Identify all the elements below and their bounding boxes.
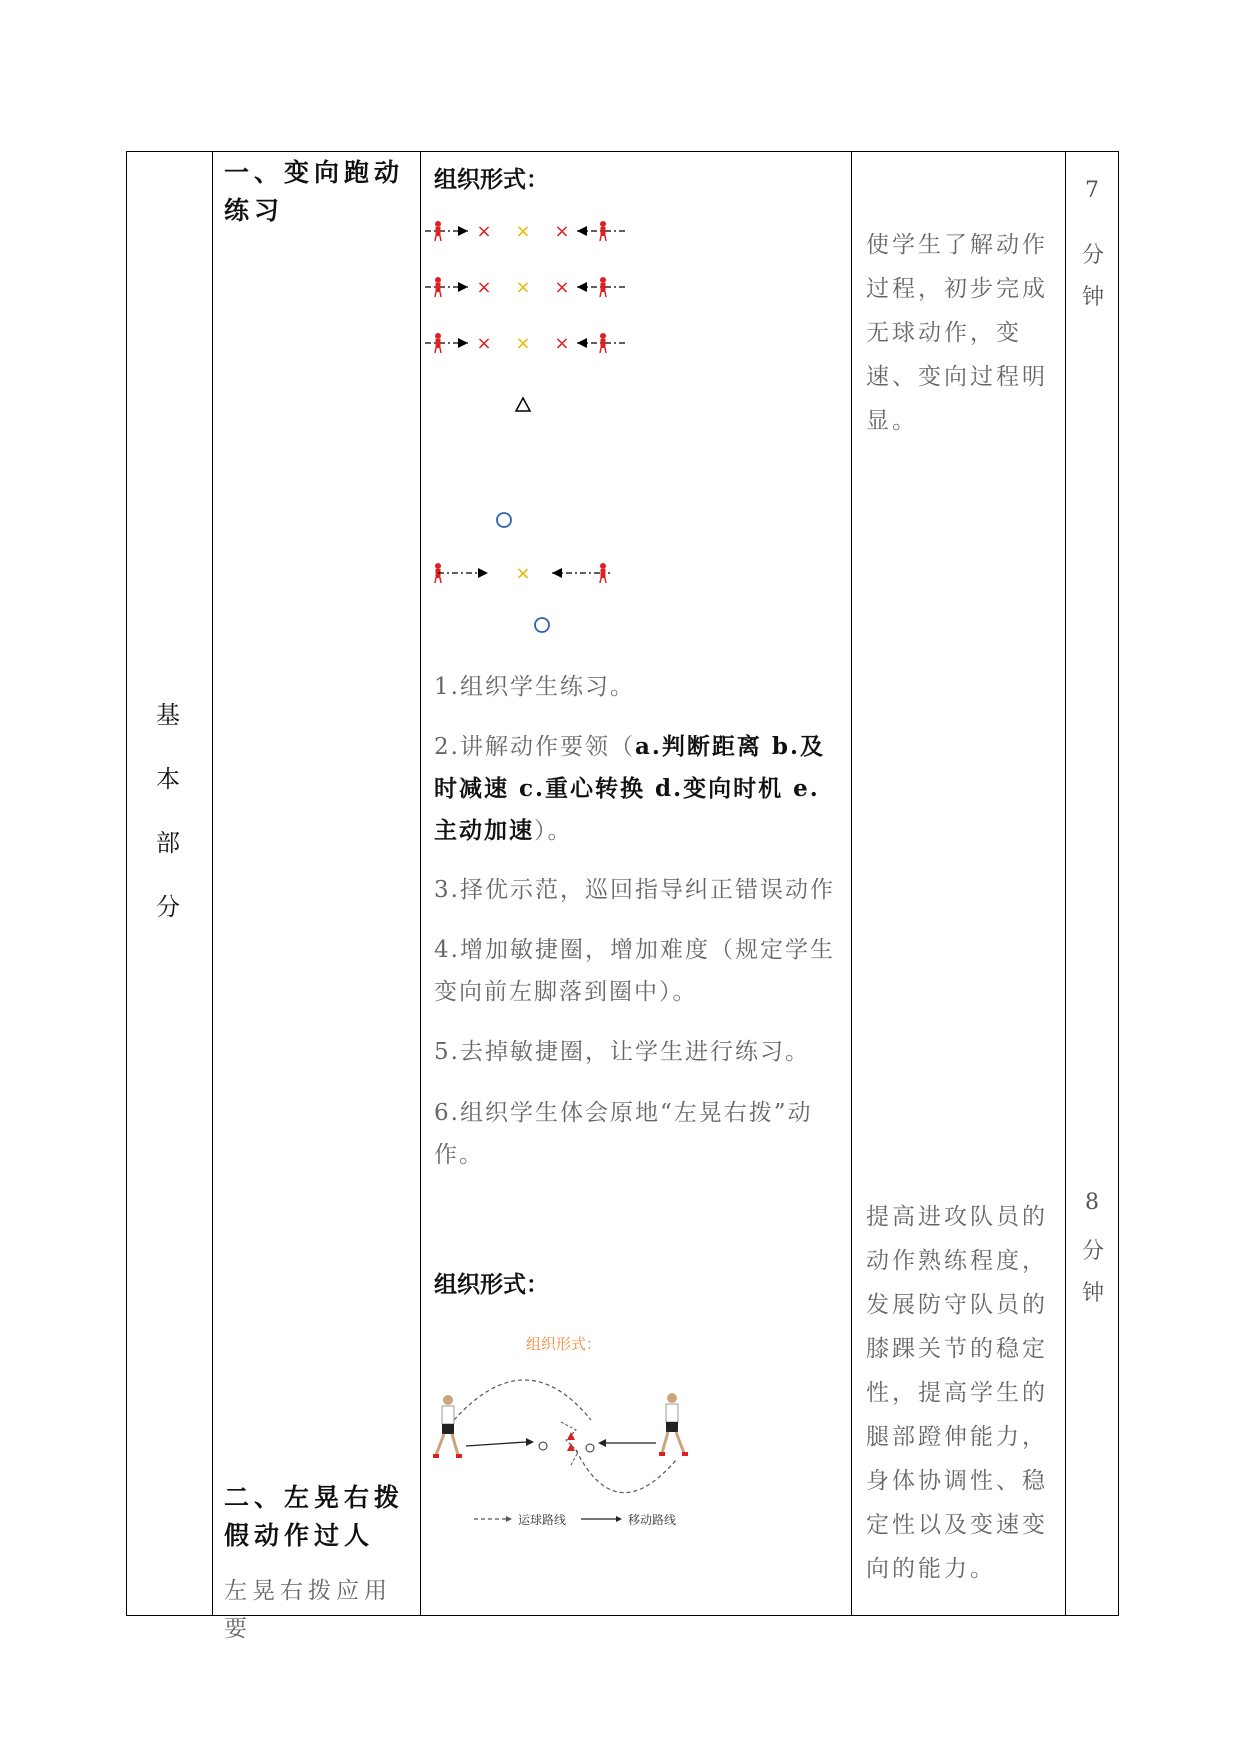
time-unit: 钟	[1082, 1281, 1105, 1306]
svg-text:×: ×	[515, 333, 531, 354]
part1-org-label: 组织形式：	[434, 166, 549, 193]
part2-goal: 提高进攻队员的动作熟练程度，发展防守队员的膝踝关节的稳定性，提高学生的腿部蹬伸能力，身体协调性、稳定性以及变速变向的能力。	[866, 1204, 1048, 1582]
svg-text:×: ×	[554, 333, 570, 354]
part2-title: 二、左晃右拨假动作过人	[224, 1483, 405, 1550]
part2-subtitle: 左晃右拨应用要	[224, 1578, 392, 1642]
time-value: 8	[1085, 1190, 1099, 1215]
svg-text:×: ×	[515, 563, 531, 584]
svg-text:×: ×	[515, 277, 531, 298]
drill-row	[425, 277, 625, 298]
step-2	[434, 726, 844, 852]
legend-dribble: 运球路线	[518, 1513, 567, 1527]
time-unit: 分	[1082, 243, 1105, 268]
section-char: 本	[156, 765, 180, 793]
dribble-diagram	[426, 1360, 696, 1530]
svg-text:×: ×	[554, 277, 570, 298]
drill-row	[425, 221, 625, 242]
svg-text:×: ×	[476, 221, 492, 242]
svg-text:×: ×	[476, 277, 492, 298]
teacher-triangle-icon	[516, 398, 530, 411]
step-2-lead: 2.讲解动作要领（	[434, 734, 635, 760]
drill-diagram	[420, 215, 640, 635]
figure-title: 组织形式：	[526, 1335, 602, 1353]
part2-org-label: 组织形式：	[434, 1271, 549, 1298]
step-5: 5.去掉敏捷圈，让学生进行练习。	[434, 1039, 810, 1065]
agility-ring-icon	[535, 618, 549, 632]
section-char: 部	[156, 829, 180, 857]
step-6: 6.组织学生体会原地“左晃右拨”动作。	[434, 1100, 813, 1168]
time-value: 7	[1085, 178, 1099, 203]
part1-goal: 使学生了解动作过程，初步完成无球动作，变速、变向过程明显。	[866, 232, 1048, 434]
drill-row	[425, 333, 625, 354]
column-divider	[212, 152, 213, 1615]
svg-text:×: ×	[554, 221, 570, 242]
player-left-icon	[433, 1395, 462, 1458]
agility-ring-icon	[497, 513, 511, 527]
step-3: 3.择优示范，巡回指导纠正错误动作	[434, 877, 835, 903]
step-2-key-points: a.判断距离 b.及时减速 c.重心转换 d.变向时机 e.主动加速	[434, 733, 825, 844]
column-divider	[851, 152, 852, 1615]
step-1: 1.组织学生练习。	[434, 674, 635, 700]
time-unit: 钟	[1082, 285, 1105, 310]
legend-move: 移动路线	[628, 1513, 677, 1527]
part1-time	[1082, 178, 1105, 322]
step-4: 4.增加敏捷圈，增加难度（规定学生变向前左脚落到圈中）。	[434, 937, 835, 1005]
part2-time	[1082, 1190, 1105, 1318]
svg-text:×: ×	[515, 221, 531, 242]
drill-row	[435, 563, 610, 584]
part1-title: 一、变向跑动练习	[224, 158, 405, 225]
svg-text:×: ×	[476, 333, 492, 354]
player-right-icon	[659, 1393, 688, 1456]
time-unit: 分	[1082, 1239, 1105, 1264]
section-char: 基	[156, 701, 180, 729]
section-label	[148, 695, 188, 951]
step-2-end: ）。	[534, 818, 573, 844]
section-char: 分	[156, 893, 180, 921]
